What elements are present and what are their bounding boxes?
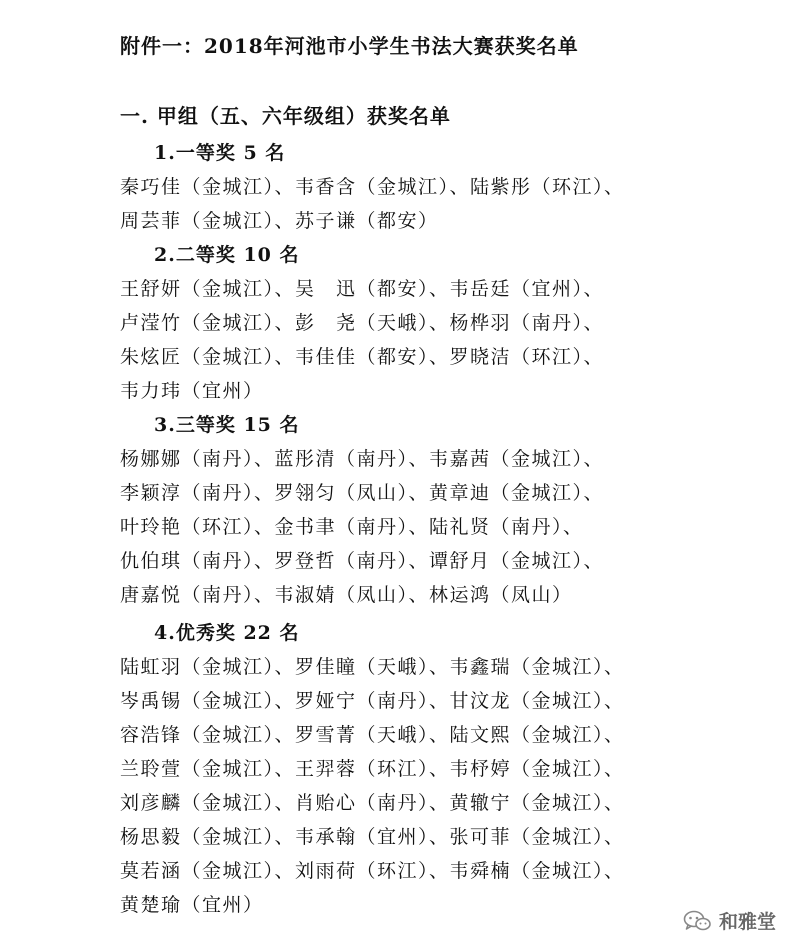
name-line: 卢滢竹（金城江）、彭 尧（天峨）、杨桦羽（南丹）、 bbox=[120, 312, 605, 334]
section-heading: 一. 甲组（五、六年级组）获奖名单 bbox=[120, 104, 451, 128]
prize-block-first bbox=[120, 136, 625, 238]
name-line: 王舒妍（金城江）、吴 迅（都安）、韦岳廷（宜州）、 bbox=[120, 278, 605, 300]
name-line: 仇伯琪（南丹）、罗登哲（南丹）、谭舒月（金城江）、 bbox=[120, 550, 605, 572]
prize-heading-first: 1.一等奖 5 名 bbox=[154, 142, 286, 164]
name-line: 刘彦麟（金城江）、肖贻心（南丹）、黄辙宁（金城江）、 bbox=[120, 792, 625, 814]
document-title: 附件一：2018年河池市小学生书法大赛获奖名单 bbox=[120, 34, 579, 58]
name-line: 韦力玮（宜州） bbox=[120, 380, 264, 402]
name-line: 周芸菲（金城江）、苏子谦（都安） bbox=[120, 210, 439, 232]
name-line: 容浩锋（金城江）、罗雪菁（天峨）、陆文熙（金城江）、 bbox=[120, 724, 625, 746]
name-line: 唐嘉悦（南丹）、韦淑婧（凤山）、林运鸿（凤山） bbox=[120, 584, 573, 606]
name-line: 朱炫匠（金城江）、韦佳佳（都安）、罗晓洁（环江）、 bbox=[120, 346, 605, 368]
prize-block-third bbox=[120, 408, 604, 612]
name-line: 兰聆萱（金城江）、王羿蓉（环江）、韦杼婷（金城江）、 bbox=[120, 758, 625, 780]
name-line: 黄楚瑜（宜州） bbox=[120, 894, 264, 916]
name-line: 莫若涵（金城江）、刘雨荷（环江）、韦舜楠（金城江）、 bbox=[120, 860, 625, 882]
prize-block-second bbox=[120, 238, 604, 408]
name-line: 杨思毅（金城江）、韦承翰（宜州）、张可菲（金城江）、 bbox=[120, 826, 625, 848]
watermark bbox=[683, 907, 776, 934]
name-line: 岑禹锡（金城江）、罗娅宁（南丹）、甘汶龙（金城江）、 bbox=[120, 690, 625, 712]
name-line: 秦巧佳（金城江）、韦香含（金城江）、陆紫彤（环江）、 bbox=[120, 176, 625, 198]
name-line: 陆虹羽（金城江）、罗佳瞳（天峨）、韦鑫瑞（金城江）、 bbox=[120, 656, 625, 678]
watermark-text: 和雅堂 bbox=[718, 911, 776, 933]
prize-heading-excellence: 4.优秀奖 22 名 bbox=[154, 622, 300, 644]
prize-heading-second: 2.二等奖 10 名 bbox=[154, 244, 300, 266]
name-line: 叶玲艳（环江）、金书聿（南丹）、陆礼贤（南丹）、 bbox=[120, 516, 584, 538]
name-line: 杨娜娜（南丹）、蓝彤清（南丹）、韦嘉茜（金城江）、 bbox=[120, 448, 605, 470]
name-line: 李颖淳（南丹）、罗翎匀（凤山）、黄章迪（金城江）、 bbox=[120, 482, 605, 504]
wechat-chat-icon bbox=[683, 910, 711, 932]
prize-block-excellence bbox=[120, 616, 625, 922]
prize-heading-third: 3.三等奖 15 名 bbox=[154, 414, 300, 436]
